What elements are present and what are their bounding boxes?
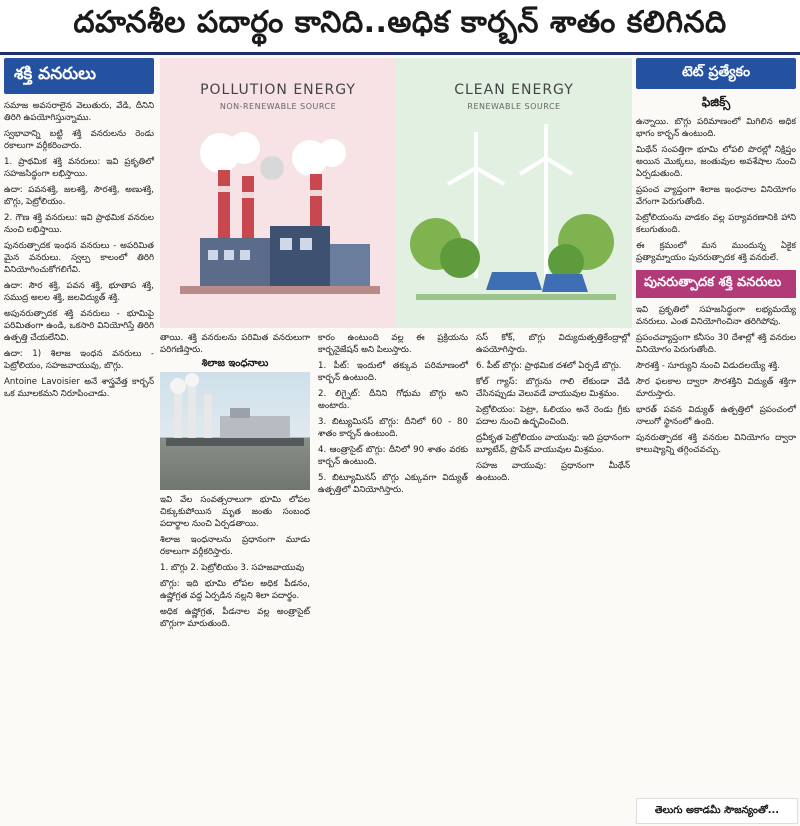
paragraph: 1. పీట్: ఇందులో తక్కువ పరిమాణంలో కార్బన్ ఉంటుంది. bbox=[318, 361, 468, 383]
paragraph: పెట్రోలియంను వాడకం వల్ల పర్యావరణానికి హాని కలుగుతుంది. bbox=[636, 213, 796, 235]
clean-energy-title: CLEAN ENERGY bbox=[454, 82, 574, 98]
pollution-energy-subtitle: NON-RENEWABLE SOURCE bbox=[219, 102, 337, 111]
paragraph: 2. లిగ్నైట్: దీనిని గోధుమ బొగ్గు అని అంటారు. bbox=[318, 389, 468, 411]
paragraph: Antoine Lavoisier అనే శాస్త్రవేత్త కార్బన్ ఒక మూలకమని నిరూపించాడు. bbox=[4, 377, 154, 399]
paragraph: కారం ఉంటుంది వల్ల ఈ ప్రక్రియను కార్బనైజేషన్ అని పిలుస్తారు. bbox=[318, 333, 468, 355]
paragraph: ఇవి వేల సంవత్సరాలుగా భూమి లోపల చిక్కుకుపోయిన మృత జంతు సంబంధ పదార్థాల నుంచి ఏర్పడతాయి. bbox=[160, 495, 310, 529]
right-text bbox=[636, 116, 796, 264]
paragraph: ఇవి ప్రకృతిలో సహజసిద్ధంగా లభ్యమయ్యే వనరులు. ఎంత వినియోగించినా తరిగిపోవు. bbox=[636, 305, 796, 327]
paragraph: ఉన్నాయి. బొగ్గు పరిమాణంలో మిగిలిన అధిక భాగం కార్బన్ ఉంటుంది. bbox=[636, 117, 796, 139]
left-column bbox=[4, 58, 154, 404]
paragraph: 5. బిట్యూమినస్ బొగ్గు ఎక్కువగా విద్యుత్ ఉత్పత్తిలో వినియోగిస్తారు. bbox=[318, 473, 468, 495]
power-plant-photo bbox=[160, 372, 310, 490]
clean-energy-subtitle: RENEWABLE SOURCE bbox=[467, 102, 561, 111]
middle-column-3 bbox=[476, 332, 630, 488]
paragraph: శిలాజ ఇంధనాలను ప్రధానంగా మూడు రకాలుగా వర్గీకరిస్తారు. bbox=[160, 535, 310, 557]
paragraph: సహజ వాయువు: ప్రధానంగా మీథేన్ ఉంటుంది. bbox=[476, 461, 630, 483]
physics-subtag: ఫిజిక్స్ bbox=[701, 95, 731, 109]
paragraph: భారత్ పవన విద్యుత్ ఉత్పత్తిలో ప్రపంచంలో నాలుగో స్థానంలో ఉంది. bbox=[636, 405, 796, 427]
paragraph: సస్ కోక్, బొగ్గు విద్యుదుత్పత్తికేంద్రాల్లో ఉపయోగిస్తారు. bbox=[476, 333, 630, 355]
paragraph: సమాజ అవసరాలైన వెలుతురు, వేడి, దీనిని తిరిగి ఉపయోగిస్తున్నాము. bbox=[4, 101, 154, 123]
right-text-2 bbox=[636, 304, 796, 456]
wind-turbines-illustration bbox=[396, 58, 632, 328]
factory-illustration bbox=[160, 58, 396, 328]
middle-column-2 bbox=[318, 332, 468, 500]
paragraph: 3. బిట్యుమినస్ బొగ్గు: దీనిలో 60 - 80 శాతం కార్బన్ ఉంటుంది. bbox=[318, 417, 468, 439]
page-headline: దహనశీల పదార్థం కానిది..అధిక కార్బన్ శాతం కలిగినది bbox=[0, 0, 800, 55]
paragraph: బొగ్గు: ఇది భూమి లోపల అధిక పీడనం, ఉష్ణోగ్రత వద్ద ఏర్పడిన నల్లని శిలా పదార్థం. bbox=[160, 579, 310, 601]
paragraph: ఉదా: పవనశక్తి, జలశక్తి, సౌరశక్తి, అణుశక్తి, బొగ్గు, పెట్రోలియం. bbox=[4, 185, 154, 207]
paragraph: ప్రపంచవ్యాప్తంగా కనీసం 30 దేశాల్లో శక్తి వనరుల వినియోగం పెరుగుతోంది. bbox=[636, 333, 796, 355]
paragraph: ద్రవీకృత పెట్రోలియం వాయువు: ఇది ప్రధానంగా బ్యూటేన్, ప్రొపేన్ వాయువుల మిశ్రమం. bbox=[476, 433, 630, 455]
paragraph: సౌర ఫలకాల ద్వారా సౌరశక్తిని విద్యుత్ శక్తిగా మారుస్తారు. bbox=[636, 377, 796, 399]
middle-column-1-body bbox=[160, 494, 310, 634]
power-plant-image bbox=[160, 372, 310, 490]
section-heading-fossil-fuels: శిలాజ ఇంధనాలు bbox=[201, 358, 269, 369]
paragraph: తాయి. శక్తి వనరులను పరిమిత వనరులుగా పరిగణిస్తారు. bbox=[160, 333, 310, 355]
clean-energy-panel bbox=[396, 58, 632, 328]
paragraph: అధిక ఉష్ణోగ్రత, పీడనాల వల్ల అంత్రాసైట్ బొగ్గుగా మారుతుంది. bbox=[160, 607, 310, 629]
paragraph: పెట్రోలియం: పెట్రా, ఓలియం అనే రెండు గ్రీకు పదాల నుంచి ఉద్భవించింది. bbox=[476, 405, 630, 427]
renewable-resources-tag: పునరుత్పాదక శక్తి వనరులు bbox=[636, 270, 796, 298]
right-column bbox=[636, 58, 796, 460]
tet-special-tag: టెట్ ప్రత్యేకం bbox=[636, 58, 796, 89]
paragraph: సౌరశక్తి - సూర్యుని నుంచి విడుదలయ్యే శక్తి. bbox=[636, 361, 780, 371]
paragraph: ఉదా: 1) శిలాజ ఇంధన వనరులు - పెట్రోలియం, సహజవాయువు, బొగ్గు. bbox=[4, 349, 154, 371]
paragraph: 1. ప్రాథమిక శక్తి వనరులు: ఇవి ప్రకృతిలో సహజసిద్ధంగా లభిస్తాయి. bbox=[4, 157, 154, 179]
section-tag-energy-resources: శక్తి వనరులు bbox=[4, 58, 154, 94]
telugu-academy-credit: తెలుగు అకాడమీ సౌజన్యంతో... bbox=[636, 798, 798, 824]
paragraph: పునరుత్పాదక ఇంధన వనరులు - అపరిమిత మైన వనరులు. స్వల్ప కాలంలో తిరిగి వినియోగించుకోగలిగేవి. bbox=[4, 241, 154, 275]
paragraph: 6. పీట్ బొగ్గు: ప్రాథమిక దశలో ఏర్పడే బొగ్గు. bbox=[476, 361, 622, 371]
middle-column-1 bbox=[160, 332, 310, 374]
left-text bbox=[4, 100, 154, 400]
paragraph: కోల్ గ్యాస్: బొగ్గును గాలి లేకుండా వేడి చేసినప్పుడు వెలువడే వాయువుల మిశ్రమం. bbox=[476, 377, 630, 399]
paragraph: 2. గౌణ శక్తి వనరులు: ఇవి ప్రాథమిక వనరుల నుంచి లభిస్తాయి. bbox=[4, 213, 154, 235]
paragraph: 4. ఆంత్రాసైట్ బొగ్గు: దీనిలో 90 శాతం వరకు కార్బన్ ఉంటుంది. bbox=[318, 445, 468, 467]
pollution-energy-title: POLLUTION ENERGY bbox=[200, 82, 356, 98]
pollution-energy-panel bbox=[160, 58, 396, 328]
paragraph: ఉదా: సౌర శక్తి, పవన శక్తి, భూతాప శక్తి, సముద్ర అలల శక్తి, జలవిద్యుత్ శక్తి. bbox=[4, 281, 154, 303]
paragraph: అపునరుత్పాదక శక్తి వనరులు - భూమిపై పరిమితంగా ఉండి, ఒకసారి వినియోగిస్తే తిరిగి ఉత్పత్తి చేయలేనివి. bbox=[4, 309, 154, 343]
paragraph: మిథేన్ సంపత్తిగా భూమి లోపలి పొరల్లో నిక్షిప్తం అయిన మొక్కలు, జంతువుల అవశేషాల నుంచి ఏర్పడుతుంది. bbox=[636, 145, 796, 179]
paragraph: పునరుత్పాదక శక్తి వనరుల వినియోగం ద్వారా కాలుష్యాన్ని తగ్గించవచ్చు. bbox=[636, 433, 796, 455]
paragraph: స్వభావాన్ని బట్టి శక్తి వనరులను రెండు రకాలుగా వర్గీకరించారు. bbox=[4, 129, 154, 151]
energy-poster-illustration bbox=[160, 58, 632, 328]
paragraph: ఈ క్రమంలో మన ముందున్న ఏకైక ప్రత్యామ్నాయం పునరుత్పాదక శక్తి వనరులే. bbox=[636, 241, 796, 263]
paragraph: 1. బొగ్గు 2. పెట్రోలియం 3. సహజవాయువు bbox=[160, 563, 305, 573]
paragraph: ప్రపంచ వ్యాప్తంగా శిలాజ ఇంధనాల వినియోగం వేగంగా పెరుగుతోంది. bbox=[636, 185, 796, 207]
